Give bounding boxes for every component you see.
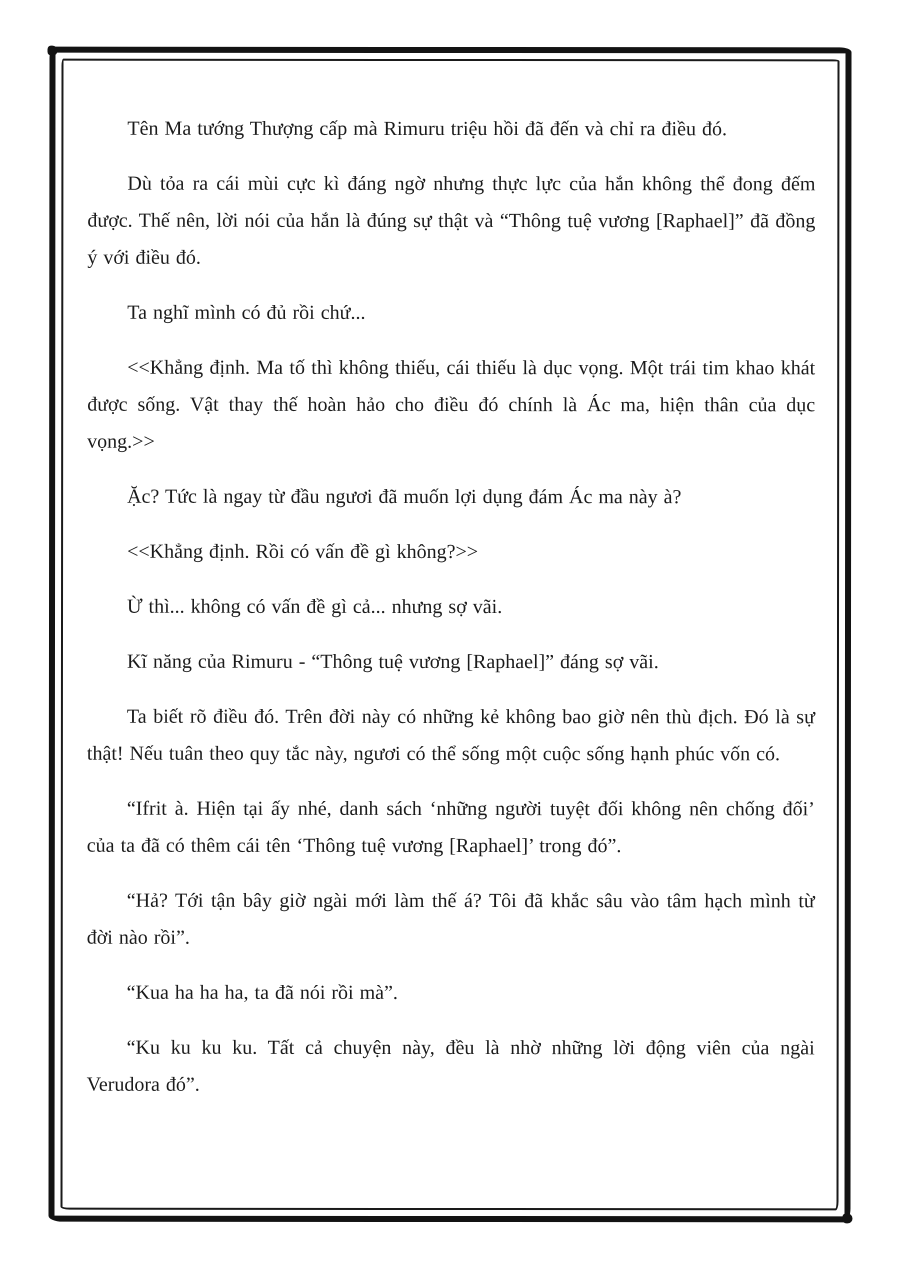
decorative-border-outer: [48, 47, 851, 1223]
paragraph: Ặc? Tức là ngay từ đầu ngươi đã muốn lợi dụng đám Ác ma này à?: [127, 485, 682, 509]
paragraph: <<Khẳng định. Ma tố thì không thiếu, cái thiếu là dục vọng. Một trái tim khao khát được sống. Vật thay thế hoàn hảo cho điều đó chính là Ác ma, hiện thân của dục vọng.>>: [87, 356, 816, 453]
paragraph: “Ku ku ku ku. Tất cả chuyện này, đều là nhờ những lời động viên của ngài Verudora đó”.: [86, 1036, 815, 1096]
paragraph: Ừ thì... không có vấn đề gì cả... nhưng sợ vãi.: [127, 595, 503, 619]
paragraph: Dù tỏa ra cái mùi cực kì đáng ngờ nhưng thực lực của hắn không thể đong đếm được. Thế nên, lời nói của hắn là đúng sự thật và “Thông tuệ vương [Raphael]” đã đồng ý với điều đó.: [87, 172, 816, 269]
paragraph: “Hả? Tới tận bây giờ ngài mới làm thế á? Tôi đã khắc sâu vào tâm hạch mình từ đời nào rồi”.: [86, 889, 815, 949]
paragraph: “Ifrit à. Hiện tại ấy nhé, danh sách ‘những người tuyệt đối không nên chống đối’ của ta đã có thêm cái tên ‘Thông tuệ vương [Raphael]’ trong đó”.: [86, 797, 815, 858]
paragraph: “Kua ha ha ha, ta đã nói rồi mà”.: [126, 981, 398, 1004]
paragraph: <<Khẳng định. Rồi có vấn đề gì không?>>: [127, 540, 479, 564]
paragraph: Ta nghĩ mình có đủ rồi chứ...: [127, 301, 366, 324]
paragraph: Tên Ma tướng Thượng cấp mà Rimuru triệu hồi đã đến và chỉ ra điều đó.: [127, 117, 727, 141]
document-content: [62, 61, 837, 1209]
paragraph: Ta biết rõ điều đó. Trên đời này có những kẻ không bao giờ nên thù địch. Đó là sự thật! Nếu tuân theo quy tắc này, ngươi có thể sống một cuộc sống hạnh phúc vốn có.: [86, 705, 815, 766]
paragraph: Kĩ năng của Rimuru - “Thông tuệ vương [Raphael]” đáng sợ vãi.: [126, 650, 659, 674]
decorative-border-inner: [60, 59, 839, 1211]
